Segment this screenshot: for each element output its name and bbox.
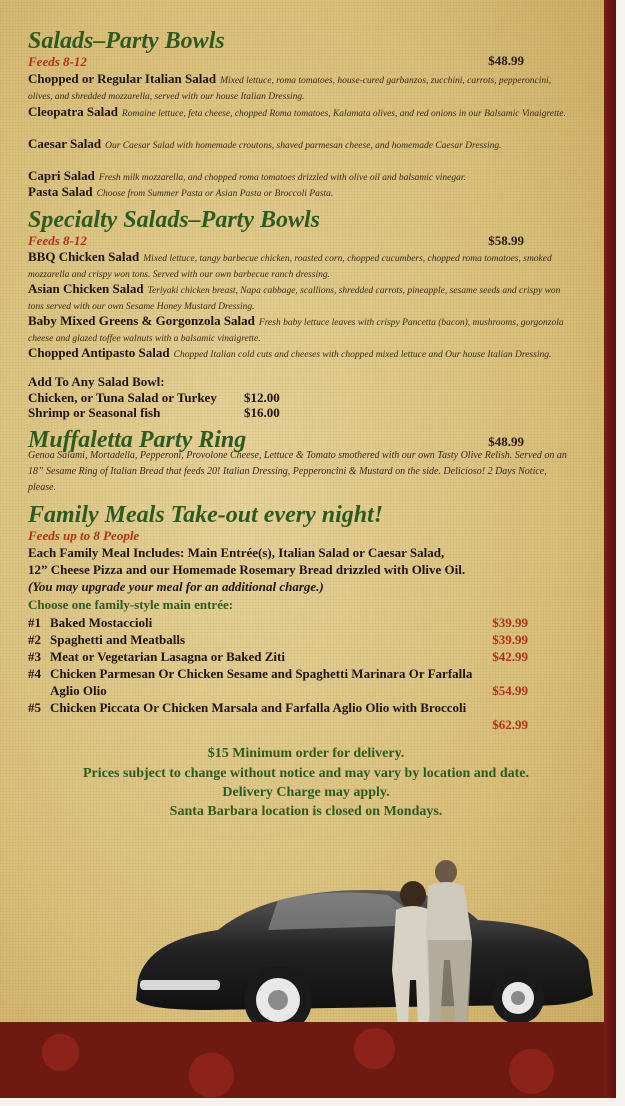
item-name: Asian Chicken Salad (28, 281, 144, 296)
menu-item (28, 249, 568, 283)
addon-row (28, 405, 160, 421)
family-choose-heading: Choose one family-style main entrée: (28, 597, 234, 612)
item-desc: Choose from Summer Pasta or Asian Pasta or Broccoli Pasta. (96, 189, 334, 199)
addon-name: Chicken, or Tuna Salad or Turkey (28, 390, 217, 405)
meal-number: #1 (28, 615, 41, 630)
menu-item (28, 313, 568, 347)
meal-price: $42.99 (492, 649, 528, 664)
item-name: Capri Salad (28, 168, 95, 183)
item-name: Baby Mixed Greens & Gorgonzola Salad (28, 313, 255, 328)
meal-price: $39.99 (492, 615, 528, 630)
salads-price: $48.99 (488, 53, 524, 68)
item-desc: Mixed lettuce, roma tomatoes, house-cured garbanzos, zucchini, carrots, pepperoncini, olives, and shredded mozzarella, served with our house Italian Dressing. (28, 76, 552, 102)
muffaletta-desc (28, 448, 568, 496)
salads-feeds: Feeds 8-12 (28, 54, 87, 69)
family-includes-line2: 12” Cheese Pizza and our Homemade Rosemary Bread drizzled with Olive Oil. (28, 562, 466, 577)
item-name: Pasta Salad (28, 184, 93, 199)
family-upgrade-note: (You may upgrade your meal for an additional charge.) (28, 579, 324, 594)
meal-price: $54.99 (492, 683, 528, 698)
item-desc: Genoa Salami, Mortadella, Pepperoni, Provolone Cheese, Lettuce & Tomato smothered with our own Tasty Olive Relish. Served on an 18” Sesame Ring of Italian Bread that feeds 20! Italian Dressing, Pepperoncini & Mustard on the side. Delicioso! 2 Days Notice, please. (28, 450, 567, 493)
muffaletta-price: $48.99 (488, 434, 524, 449)
meal-row (28, 665, 528, 699)
specialty-feeds: Feeds 8-12 (28, 233, 87, 248)
meal-name: Chicken Parmesan Or Chicken Sesame and Spaghetti Marinara Or Farfalla Aglio Olio (50, 666, 473, 698)
salads-title: Salads–Party Bowls (28, 28, 225, 54)
item-desc: Our Caesar Salad with homemade croutons, shaved parmesan cheese, and homemade Caesar Dressing. (105, 141, 502, 151)
meal-row (28, 699, 528, 733)
meal-name: Baked Mostaccioli (50, 615, 153, 630)
item-name: Cleopatra Salad (28, 104, 118, 119)
red-edge-border (604, 0, 616, 1098)
family-includes-line1: Each Family Meal Includes: Main Entrée(s), Italian Salad or Caesar Salad, (28, 545, 445, 560)
meal-row (28, 631, 528, 648)
decorative-footer-band (0, 1022, 604, 1098)
item-name: Caesar Salad (28, 136, 102, 151)
item-desc: Chopped Italian cold cuts and cheeses with chopped mixed lettuce and Our house Italian Dressing. (173, 350, 552, 360)
addon-name: Shrimp or Seasonal fish (28, 405, 161, 420)
meal-number: #5 (28, 700, 41, 715)
meal-price: $62.99 (492, 717, 528, 732)
specialty-price: $58.99 (488, 233, 524, 248)
menu-item (28, 71, 568, 105)
family-title: Family Meals Take-out every night! (28, 502, 384, 528)
item-desc: Mixed lettuce, tangy barbecue chicken, roasted corn, chopped cucumbers, chopped roma tomatoes, smoked mozzarella and crispy won tons. Served with our own barbecue ranch dressing. (28, 254, 552, 280)
addon-title: Add To Any Salad Bowl: (28, 374, 165, 389)
item-desc: Teriyaki chicken breast, Napa cabbage, scallions, shredded carrots, pineapple, sesame seeds and crispy won tons served with our own Sesame Honey Mustard Dressing. (28, 286, 561, 312)
meal-row (28, 614, 528, 631)
meal-number: #3 (28, 649, 41, 664)
meal-price: $39.99 (492, 632, 528, 647)
item-desc: Romaine lettuce, feta cheese, chopped Roma tomatoes, Kalamata olives, and red onions in our Balsamic Vinaigrette. (121, 109, 566, 119)
meal-name: Spaghetti and Meatballs (50, 632, 186, 647)
menu-item (28, 136, 568, 154)
item-name: Chopped Antipasto Salad (28, 345, 170, 360)
delivery-charge-notice: Delivery Charge may apply. (222, 785, 390, 800)
meal-name: Chicken Piccata Or Chicken Marsala and Farfalla Aglio Olio with Broccoli (50, 700, 467, 715)
meal-row (28, 648, 528, 665)
closed-monday-notice: Santa Barbara location is closed on Mondays. (169, 804, 443, 819)
family-feeds: Feeds up to 8 People (28, 528, 140, 543)
meal-name: Meat or Vegetarian Lasagna or Baked Ziti (50, 649, 285, 664)
meal-number: #2 (28, 632, 41, 647)
delivery-minimum-notice: $15 Minimum order for delivery. (207, 746, 405, 761)
meal-number: #4 (28, 666, 41, 681)
item-desc: Fresh baby lettuce leaves with crispy Pancetta (bacon), mushrooms, gorgonzola cheese and glazed toffee walnuts with a balsamic vinaigrette. (28, 318, 564, 344)
item-name: Chopped or Regular Italian Salad (28, 71, 217, 86)
addon-price: $16.00 (244, 405, 280, 420)
vintage-car-photo (128, 860, 598, 1040)
item-name: BBQ Chicken Salad (28, 249, 140, 264)
menu-item (28, 104, 568, 122)
item-desc: Fresh milk mozzarella, and chopped roma tomatoes drizzled with olive oil and balsamic vinegar. (98, 173, 466, 183)
addon-price: $12.00 (244, 390, 280, 405)
price-change-notice: Prices subject to change without notice and may vary by location and date. (82, 766, 530, 781)
menu-item (28, 184, 568, 202)
menu-item (28, 281, 568, 315)
specialty-title: Specialty Salads–Party Bowls (28, 207, 321, 233)
addon-row (28, 390, 217, 406)
menu-item (28, 345, 568, 363)
muffaletta-title: Muffaletta Party Ring (28, 427, 247, 453)
